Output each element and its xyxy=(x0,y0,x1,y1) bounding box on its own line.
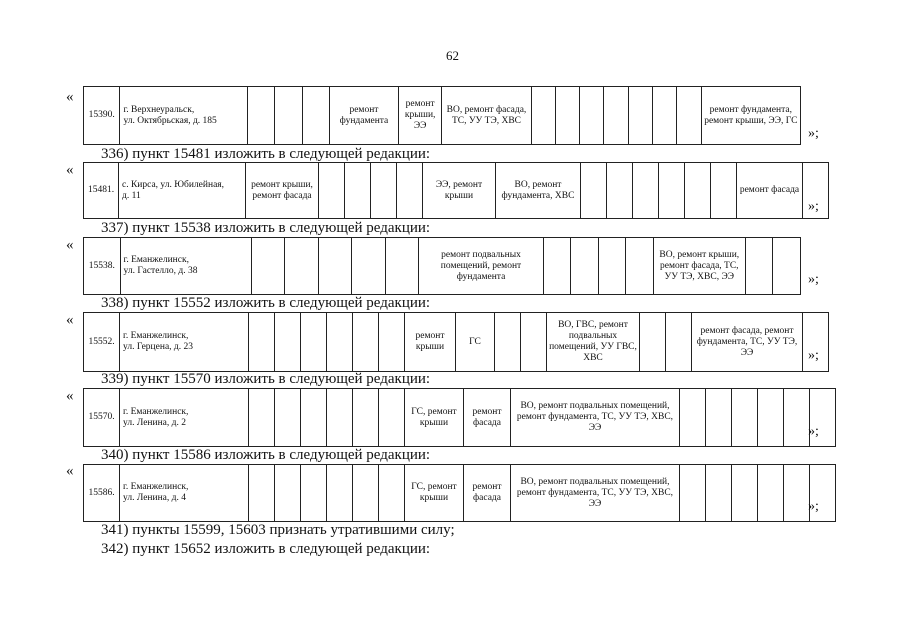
register-table-15390 xyxy=(83,86,801,145)
table-cell: ГС, ремонт крыши xyxy=(405,465,464,522)
table-cell: ВО, ремонт подвальных помещений, ремонт фундамента, ТС, УУ ТЭ, ХВС, ЭЭ xyxy=(511,389,680,447)
table-cell xyxy=(626,238,653,295)
table-cell xyxy=(784,389,810,447)
table-cell xyxy=(275,389,301,447)
register-table-15586 xyxy=(83,464,836,522)
table-cell xyxy=(302,87,329,145)
quote-open: « xyxy=(66,388,74,404)
table-cell xyxy=(495,313,521,372)
table-cell xyxy=(353,389,379,447)
table-cell xyxy=(285,238,319,295)
table-cell xyxy=(745,238,772,295)
table-cell xyxy=(275,313,301,372)
table-row xyxy=(84,389,836,447)
table-cell: ремонт фасада, ремонт фундамента, ТС, УУ ТЭ, ЭЭ xyxy=(692,313,803,372)
table-cell xyxy=(249,389,275,447)
table-cell xyxy=(319,163,345,219)
table-cell xyxy=(732,389,758,447)
table-cell xyxy=(327,389,353,447)
table-cell xyxy=(345,163,371,219)
table-cell xyxy=(301,313,327,372)
table-cell xyxy=(379,465,405,522)
address-cell: с. Кирса, ул. Юбилейная, д. 11 xyxy=(119,163,246,219)
table-row xyxy=(84,163,829,219)
table-cell xyxy=(571,238,598,295)
register-table-15538 xyxy=(83,237,801,295)
register-table-15570 xyxy=(83,388,836,447)
table-cell xyxy=(580,87,604,145)
quote-close: »; xyxy=(808,499,819,514)
table-cell xyxy=(543,238,570,295)
table-cell xyxy=(784,465,810,522)
table-row xyxy=(84,313,829,372)
table-cell xyxy=(653,87,677,145)
quote-close: »; xyxy=(808,424,819,439)
table-cell xyxy=(397,163,423,219)
quote-open: « xyxy=(66,237,74,253)
table-cell: ремонт крыши, ремонт фасада xyxy=(246,163,319,219)
row-number: 15538. xyxy=(84,238,121,295)
table-cell: ремонт фасада xyxy=(737,163,803,219)
table-cell: ГС xyxy=(456,313,495,372)
table-row xyxy=(84,87,801,145)
directive-text: 340) пункт 15586 изложить в следующей редакции: xyxy=(101,447,431,463)
table-cell xyxy=(666,313,692,372)
table-cell xyxy=(604,87,628,145)
table-cell xyxy=(628,87,652,145)
table-cell xyxy=(275,87,302,145)
table-cell xyxy=(773,238,801,295)
directive-text: 341) пункты 15599, 15603 признать утратившими силу; xyxy=(101,522,455,538)
quote-open: « xyxy=(66,463,74,479)
table-cell xyxy=(327,313,353,372)
table-row xyxy=(84,238,801,295)
table-cell xyxy=(352,238,386,295)
table-cell xyxy=(706,389,732,447)
table-cell: ремонт крыши xyxy=(405,313,456,372)
directive-text: 336) пункт 15481 изложить в следующей редакции: xyxy=(101,146,431,162)
quote-open: « xyxy=(66,162,74,178)
table-cell xyxy=(318,238,352,295)
register-table-15481 xyxy=(83,162,829,219)
quote-close: »; xyxy=(808,199,819,214)
table-cell xyxy=(711,163,737,219)
table-cell: ремонт фундамента, ремонт крыши, ЭЭ, ГС xyxy=(701,87,800,145)
table-cell xyxy=(633,163,659,219)
table-cell xyxy=(251,238,285,295)
row-number: 15552. xyxy=(84,313,120,372)
table-cell: ВО, ремонт фундамента, ХВС xyxy=(496,163,581,219)
address-cell: г. Еманжелинск, ул. Ленина, д. 2 xyxy=(120,389,249,447)
quote-close: »; xyxy=(808,272,819,287)
quote-close: »; xyxy=(808,348,819,363)
table-cell xyxy=(685,163,711,219)
table-cell xyxy=(758,389,784,447)
table-cell xyxy=(379,389,405,447)
row-number: 15586. xyxy=(84,465,120,522)
table-cell: ремонт фундамента xyxy=(330,87,399,145)
table-cell xyxy=(249,313,275,372)
directive-text: 342) пункт 15652 изложить в следующей редакции: xyxy=(101,541,431,557)
quote-open: « xyxy=(66,89,74,105)
table-cell xyxy=(379,313,405,372)
table-cell: ГС, ремонт крыши xyxy=(405,389,464,447)
directive-text: 337) пункт 15538 изложить в следующей редакции: xyxy=(101,220,431,236)
address-cell: г. Еманжелинск, ул. Гастелло, д. 38 xyxy=(120,238,251,295)
table-cell xyxy=(248,87,275,145)
table-cell xyxy=(706,465,732,522)
address-cell: г. Еманжелинск, ул. Герцена, д. 23 xyxy=(120,313,249,372)
table-cell xyxy=(607,163,633,219)
address-cell: г. Верхнеуральск, ул. Октябрьская, д. 185 xyxy=(120,87,248,145)
table-cell xyxy=(275,465,301,522)
table-cell xyxy=(301,465,327,522)
quote-close: »; xyxy=(808,126,819,141)
table-cell: ВО, ремонт фасада, ТС, УУ ТЭ, ХВС xyxy=(442,87,531,145)
table-cell xyxy=(680,389,706,447)
row-number: 15390. xyxy=(84,87,120,145)
table-cell xyxy=(640,313,666,372)
table-cell xyxy=(521,313,547,372)
table-cell xyxy=(680,465,706,522)
row-number: 15570. xyxy=(84,389,120,447)
page-number: 62 xyxy=(446,48,459,63)
register-table-15552 xyxy=(83,312,829,372)
row-number: 15481. xyxy=(84,163,119,219)
table-cell xyxy=(555,87,579,145)
table-cell xyxy=(659,163,685,219)
table-cell xyxy=(758,465,784,522)
table-cell: ремонт фасада xyxy=(464,465,511,522)
table-cell: ВО, ремонт крыши, ремонт фасада, ТС, УУ ТЭ, ХВС, ЭЭ xyxy=(653,238,745,295)
table-cell xyxy=(353,313,379,372)
table-cell xyxy=(301,389,327,447)
table-cell xyxy=(353,465,379,522)
quote-open: « xyxy=(66,312,74,328)
table-cell xyxy=(732,465,758,522)
table-cell xyxy=(327,465,353,522)
table-cell xyxy=(581,163,607,219)
table-cell: ремонт подвальных помещений, ремонт фундамента xyxy=(419,238,544,295)
directive-text: 338) пункт 15552 изложить в следующей редакции: xyxy=(101,295,431,311)
table-cell xyxy=(249,465,275,522)
table-cell xyxy=(598,238,625,295)
table-cell: ЭЭ, ремонт крыши xyxy=(423,163,496,219)
directive-text: 339) пункт 15570 изложить в следующей редакции: xyxy=(101,371,431,387)
table-cell: ВО, ГВС, ремонт подвальных помещений, УУ ГВС, ХВС xyxy=(547,313,640,372)
table-cell: ремонт крыши, ЭЭ xyxy=(398,87,442,145)
table-cell xyxy=(385,238,419,295)
table-cell: ремонт фасада xyxy=(464,389,511,447)
table-cell xyxy=(531,87,555,145)
table-cell xyxy=(371,163,397,219)
table-cell: ВО, ремонт подвальных помещений, ремонт фундамента, ТС, УУ ТЭ, ХВС, ЭЭ xyxy=(511,465,680,522)
table-cell xyxy=(677,87,701,145)
address-cell: г. Еманжелинск, ул. Ленина, д. 4 xyxy=(120,465,249,522)
table-row xyxy=(84,465,836,522)
